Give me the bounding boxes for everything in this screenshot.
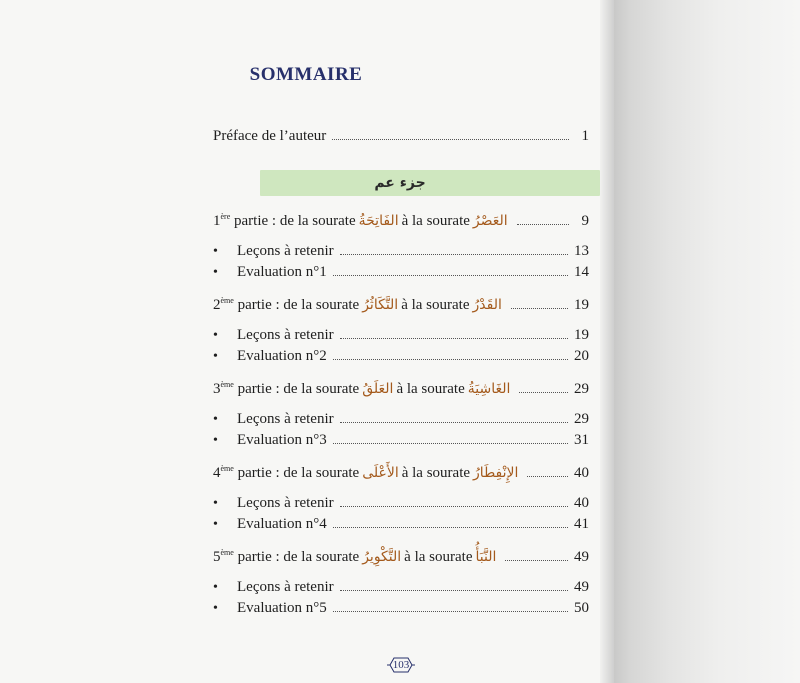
toc-page-number: 40 — [574, 465, 589, 481]
part-text: partie : de la sourate — [234, 213, 356, 229]
part-text: partie : de la sourate — [237, 381, 360, 397]
dot-leader — [527, 475, 568, 477]
toc-page-number: 49 — [574, 579, 589, 595]
toc-subentry-row — [213, 600, 589, 620]
juz-header-label: جزء عم — [374, 175, 426, 191]
part-heading — [213, 464, 521, 482]
bullet-icon: • — [213, 244, 218, 259]
dot-leader — [340, 421, 568, 423]
page-number: 103 — [392, 659, 410, 671]
surah-to: النَّبَأُ — [475, 549, 497, 565]
toc-entry-label: Leçons à retenir — [237, 579, 334, 595]
toc-page-number: 50 — [574, 600, 589, 616]
toc-preface-row — [213, 128, 589, 148]
toc-page-number: 40 — [574, 495, 589, 511]
bullet-icon: • — [213, 517, 218, 532]
toc-page-number: 20 — [574, 348, 589, 364]
bullet-icon: • — [213, 328, 218, 343]
dot-leader — [332, 138, 569, 140]
part-mid-text: à la sourate — [401, 297, 470, 313]
bullet-icon: • — [213, 580, 218, 595]
surah-to: القَدْرُ — [472, 297, 502, 313]
toc-page-number: 13 — [574, 243, 589, 259]
part-number: 1 — [213, 213, 221, 229]
toc-subentry-row — [213, 516, 589, 536]
part-heading — [213, 380, 513, 398]
part-ordinal: ère — [220, 212, 231, 221]
toc-page-number: 1 — [581, 128, 589, 144]
surah-to: العَصْرُ — [472, 213, 508, 229]
toc-subentry-row — [213, 495, 589, 515]
dot-leader — [517, 223, 569, 225]
part-ordinal: ème — [220, 380, 234, 389]
dot-leader — [511, 307, 568, 309]
bullet-icon: • — [213, 601, 218, 616]
dot-leader — [340, 337, 568, 339]
toc-page-number: 49 — [574, 549, 589, 565]
toc-page-number: 19 — [574, 327, 589, 343]
surah-from: الفَاتِحَةُ — [358, 213, 399, 229]
toc-subentry-row — [213, 243, 589, 263]
part-number: 3 — [213, 381, 221, 397]
surah-from: التَّكَاثُرُ — [362, 297, 399, 313]
toc-entry-label: Evaluation n°1 — [237, 264, 327, 280]
part-ordinal: ème — [220, 548, 234, 557]
dot-leader — [333, 442, 568, 444]
toc-page-number: 19 — [574, 297, 589, 313]
toc-part-row — [213, 212, 589, 232]
toc-entry-label: Leçons à retenir — [237, 327, 334, 343]
surah-from: التَّكْوِيرُ — [362, 549, 402, 565]
toc-part-row — [213, 464, 589, 484]
toc-entry-label: Leçons à retenir — [237, 243, 334, 259]
toc-entry-label: Evaluation n°4 — [237, 516, 327, 532]
book-spine-shadow — [600, 0, 800, 683]
surah-to: الإِنْفِطَارُ — [473, 465, 519, 481]
part-heading — [213, 296, 505, 314]
toc-page-number: 31 — [574, 432, 589, 448]
dot-leader — [519, 391, 568, 393]
surah-from: العَلَقُ — [362, 381, 394, 397]
toc-page-number: 9 — [581, 213, 589, 229]
part-heading — [213, 212, 511, 230]
dot-leader — [333, 526, 568, 528]
toc-page-number: 29 — [574, 411, 589, 427]
page-number-ornament — [386, 654, 416, 676]
part-mid-text: à la sourate — [404, 549, 473, 565]
bullet-icon: • — [213, 433, 218, 448]
dot-leader — [340, 589, 568, 591]
toc-entry-label: Leçons à retenir — [237, 411, 334, 427]
juz-header-band — [260, 170, 600, 196]
bullet-icon: • — [213, 265, 218, 280]
toc-entry-label: Préface de l’auteur — [213, 128, 327, 144]
dot-leader — [340, 505, 568, 507]
toc-entry-label: Evaluation n°3 — [237, 432, 327, 448]
dot-leader — [333, 610, 568, 612]
toc-entry-label: Leçons à retenir — [237, 495, 334, 511]
dot-leader — [340, 253, 568, 255]
toc-part-row — [213, 296, 589, 316]
part-text: partie : de la sourate — [237, 549, 360, 565]
part-mid-text: à la sourate — [401, 213, 470, 229]
surah-from: الأَعْلَى — [362, 465, 399, 481]
bullet-icon: • — [213, 349, 218, 364]
toc-subentry-row — [213, 411, 589, 431]
toc-subentry-row — [213, 432, 589, 452]
toc-entry-label: Evaluation n°2 — [237, 348, 327, 364]
part-ordinal: ème — [220, 296, 234, 305]
toc-subentry-row — [213, 264, 589, 284]
dot-leader — [333, 274, 568, 276]
toc-page-number: 41 — [574, 516, 589, 532]
toc-entry-label: Evaluation n°5 — [237, 600, 327, 616]
part-text: partie : de la sourate — [237, 465, 360, 481]
bullet-icon: • — [213, 496, 218, 511]
part-number: 4 — [213, 465, 221, 481]
toc-subentry-row — [213, 327, 589, 347]
toc-page-number: 29 — [574, 381, 589, 397]
part-number: 2 — [213, 297, 221, 313]
dot-leader — [333, 358, 568, 360]
part-heading — [213, 548, 499, 566]
part-number: 5 — [213, 549, 221, 565]
part-mid-text: à la sourate — [396, 381, 465, 397]
part-ordinal: ème — [220, 464, 234, 473]
part-mid-text: à la sourate — [401, 465, 471, 481]
toc-subentry-row — [213, 579, 589, 599]
toc-part-row — [213, 548, 589, 568]
toc-page-number: 14 — [574, 264, 589, 280]
page-title: SOMMAIRE — [249, 64, 363, 85]
surah-to: الغَاشِيَةُ — [467, 381, 511, 397]
part-text: partie : de la sourate — [237, 297, 360, 313]
bullet-icon: • — [213, 412, 218, 427]
toc-part-row — [213, 380, 589, 400]
dot-leader — [505, 559, 568, 561]
toc-subentry-row — [213, 348, 589, 368]
